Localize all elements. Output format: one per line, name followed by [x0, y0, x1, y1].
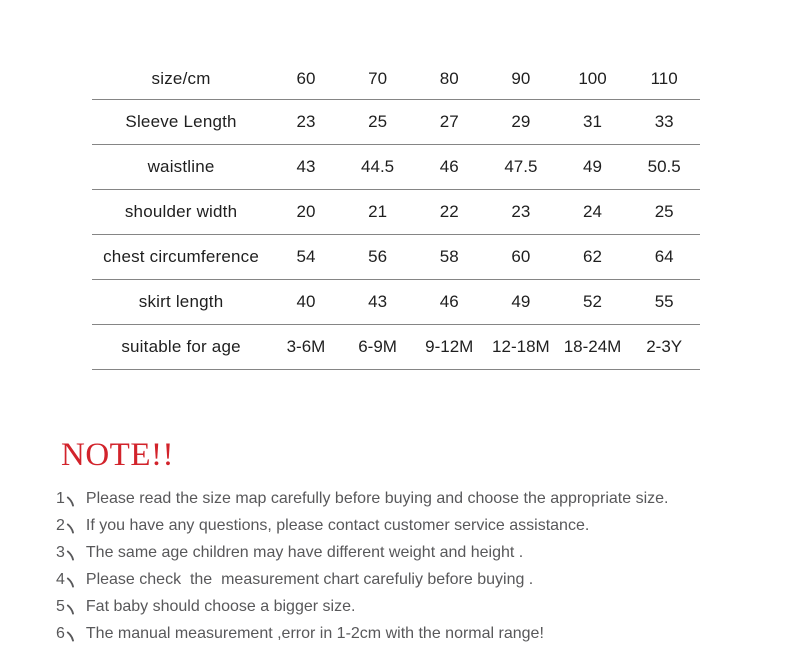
note-item — [56, 620, 766, 647]
table-cell: 40 — [270, 280, 342, 325]
notes-list — [56, 485, 766, 647]
table-cell: 50.5 — [628, 145, 700, 190]
note-number: 5 — [56, 598, 65, 615]
row-label: shoulder width — [92, 190, 270, 235]
table-cell: 25 — [342, 100, 414, 145]
ideographic-comma-icon — [66, 577, 75, 588]
table-cell: 49 — [557, 145, 629, 190]
table-row — [92, 100, 700, 145]
note-number: 1 — [56, 490, 65, 507]
table-cell: 56 — [342, 235, 414, 280]
table-cell: 23 — [270, 100, 342, 145]
header-cell: 80 — [413, 58, 485, 100]
row-label: skirt length — [92, 280, 270, 325]
ideographic-comma-icon — [66, 523, 75, 534]
table-cell: 62 — [557, 235, 629, 280]
table-cell: 27 — [413, 100, 485, 145]
table-row — [92, 145, 700, 190]
table-cell: 22 — [413, 190, 485, 235]
table-cell: 3-6M — [270, 325, 342, 370]
ideographic-comma-icon — [66, 550, 75, 561]
table-row — [92, 190, 700, 235]
table-cell: 46 — [413, 280, 485, 325]
table-cell: 18-24M — [557, 325, 629, 370]
table-cell: 46 — [413, 145, 485, 190]
row-label: chest circumference — [92, 235, 270, 280]
row-label: Sleeve Length — [92, 100, 270, 145]
table-header-row — [92, 58, 700, 100]
size-chart-table — [92, 58, 700, 370]
table-cell: 33 — [628, 100, 700, 145]
note-item — [56, 512, 766, 539]
note-text: The same age children may have different weight and height . — [85, 544, 524, 561]
table-cell: 21 — [342, 190, 414, 235]
table-cell: 29 — [485, 100, 557, 145]
ideographic-comma-icon — [66, 631, 75, 642]
header-cell: 100 — [557, 58, 629, 100]
note-item — [56, 539, 766, 566]
table-cell: 44.5 — [342, 145, 414, 190]
header-cell: 90 — [485, 58, 557, 100]
table-cell: 43 — [342, 280, 414, 325]
ideographic-comma-icon — [66, 604, 75, 615]
note-number: 6 — [56, 625, 65, 642]
table-cell: 43 — [270, 145, 342, 190]
note-item — [56, 593, 766, 620]
header-label: size/cm — [92, 58, 270, 100]
note-text: If you have any questions, please contact customer service assistance. — [85, 517, 590, 534]
ideographic-comma-icon — [66, 496, 75, 507]
header-cell: 60 — [270, 58, 342, 100]
table-cell: 60 — [485, 235, 557, 280]
table-cell: 23 — [485, 190, 557, 235]
note-item — [56, 566, 766, 593]
note-text: Fat baby should choose a bigger size. — [85, 598, 356, 615]
header-cell: 110 — [628, 58, 700, 100]
row-label: suitable for age — [92, 325, 270, 370]
table-cell: 47.5 — [485, 145, 557, 190]
table-row — [92, 280, 700, 325]
table-cell: 49 — [485, 280, 557, 325]
table-row — [92, 325, 700, 370]
row-label: waistline — [92, 145, 270, 190]
table-cell: 24 — [557, 190, 629, 235]
note-text: Please read the size map carefully before buying and choose the appropriate size. — [85, 490, 669, 507]
note-number: 2 — [56, 517, 65, 534]
note-text: Please check the measurement chart carefuliy before buying . — [85, 571, 534, 588]
table-cell: 64 — [628, 235, 700, 280]
table-cell: 6-9M — [342, 325, 414, 370]
table-cell: 20 — [270, 190, 342, 235]
table-cell: 55 — [628, 280, 700, 325]
table-cell: 31 — [557, 100, 629, 145]
header-cell: 70 — [342, 58, 414, 100]
note-item — [56, 485, 766, 512]
table-cell: 52 — [557, 280, 629, 325]
table-cell: 58 — [413, 235, 485, 280]
note-heading: NOTE!! — [61, 437, 174, 473]
table-cell: 12-18M — [485, 325, 557, 370]
note-number: 4 — [56, 571, 65, 588]
note-number: 3 — [56, 544, 65, 561]
note-text: The manual measurement ,error in 1-2cm with the normal range! — [85, 625, 544, 642]
table-row — [92, 235, 700, 280]
table-cell: 9-12M — [413, 325, 485, 370]
table-cell: 2-3Y — [628, 325, 700, 370]
table-cell: 25 — [628, 190, 700, 235]
table-cell: 54 — [270, 235, 342, 280]
